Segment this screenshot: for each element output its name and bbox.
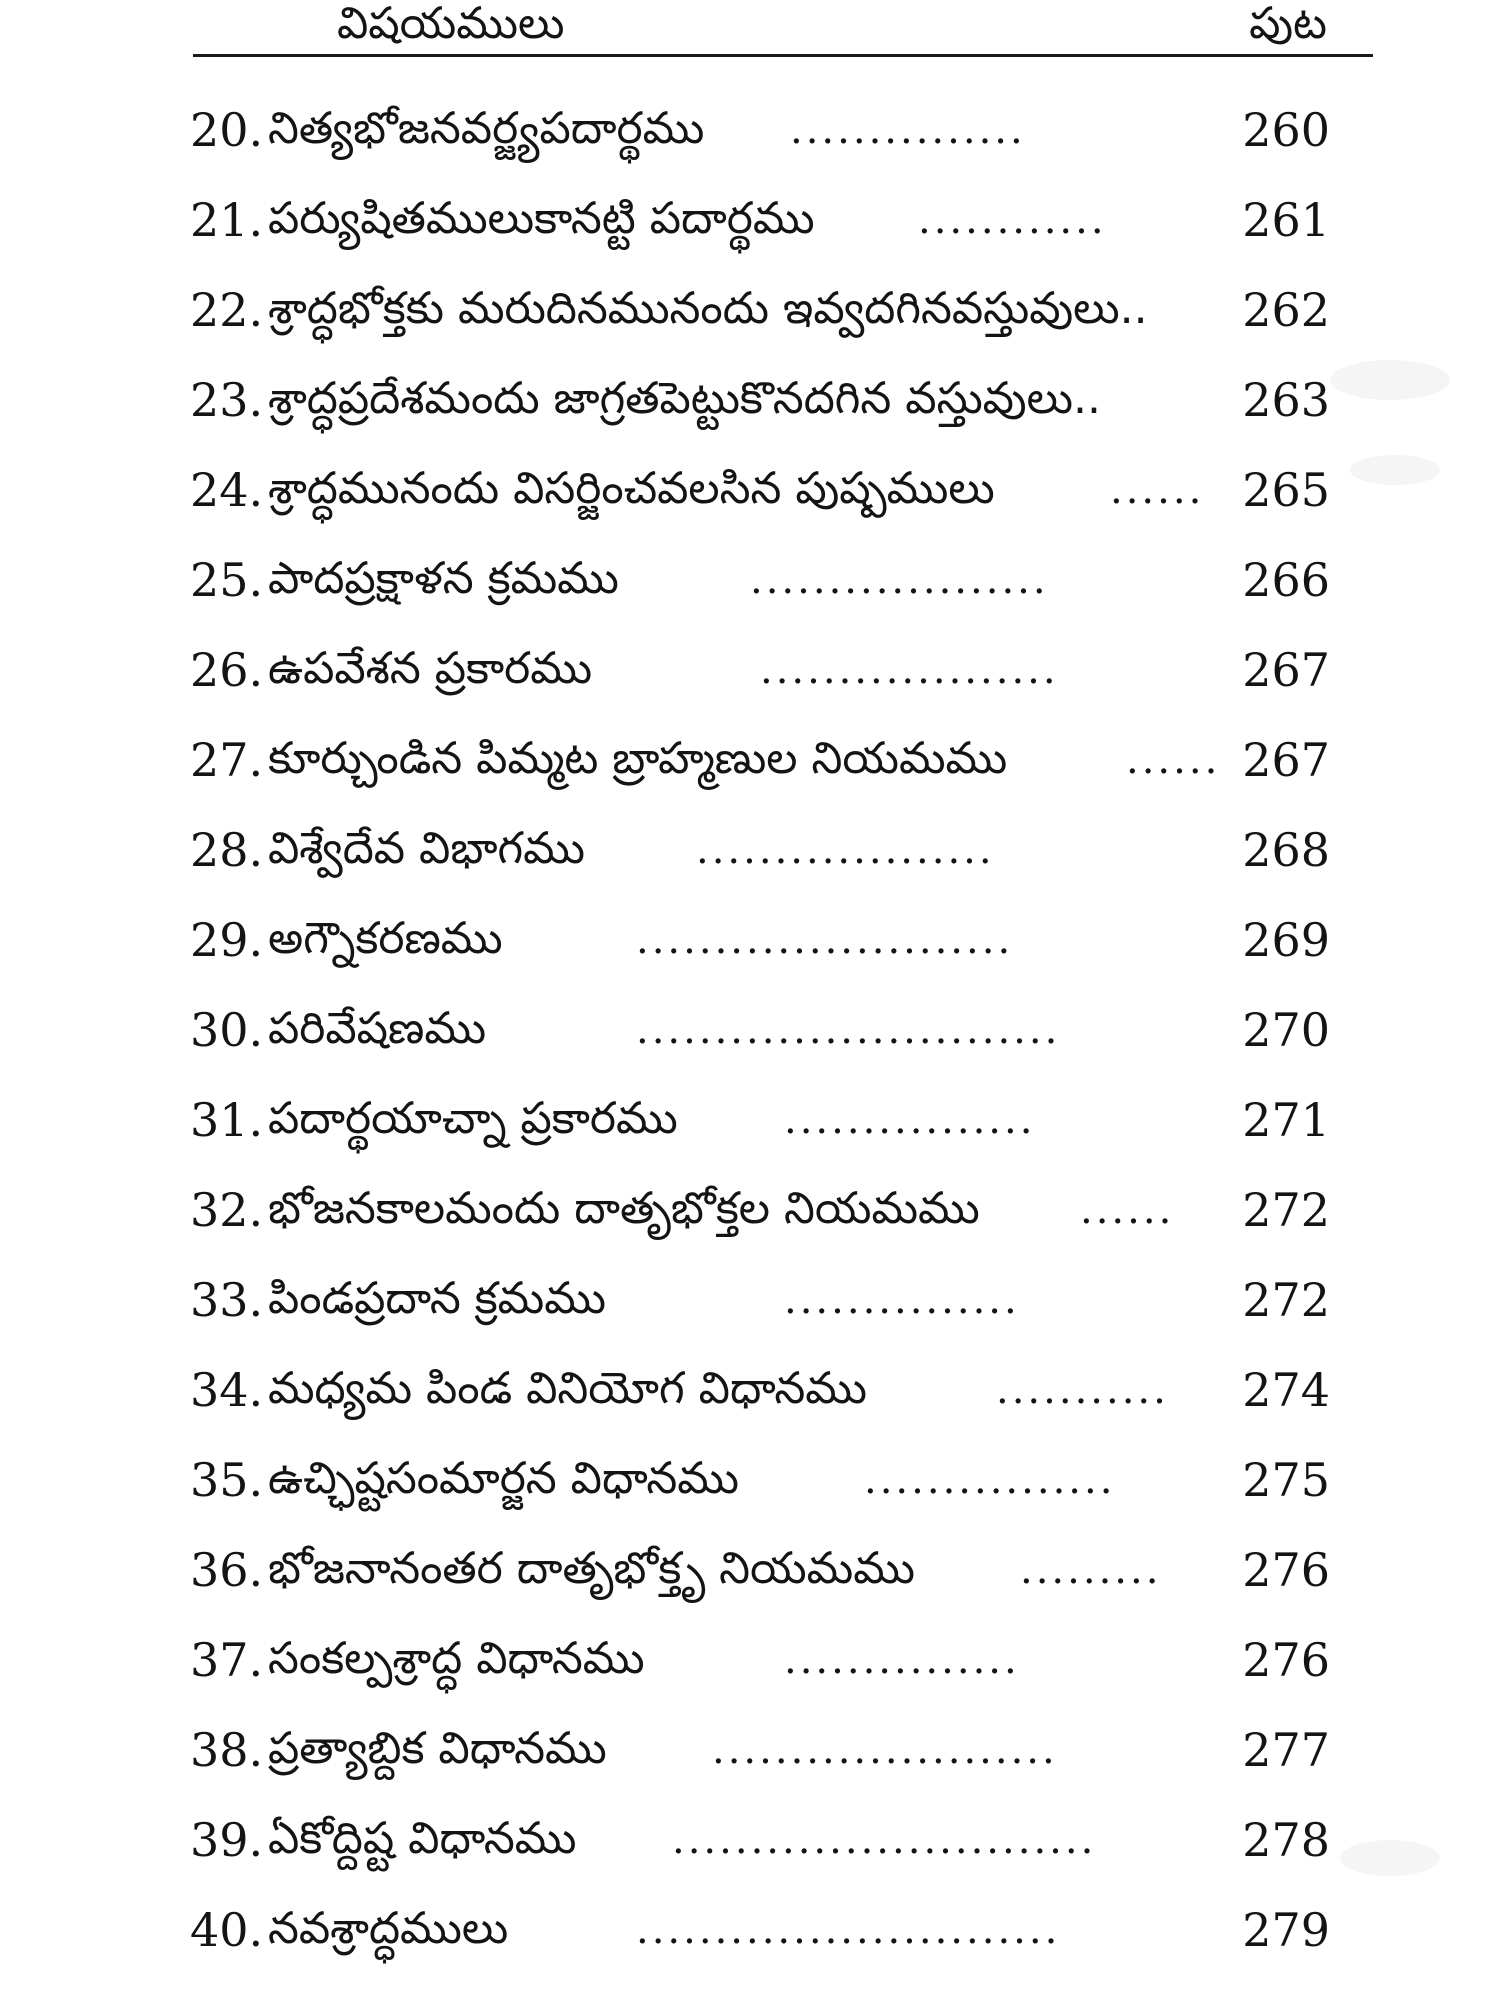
entry-number: 30. (190, 1003, 264, 1057)
entry-title: ఉచ్ఛిష్టసంమార్జన విధానము (268, 1453, 740, 1504)
subject-column-label: విషయములు (337, 0, 565, 49)
dot-leader: ........... (996, 1367, 1169, 1413)
dot-leader: ................ (864, 1457, 1116, 1503)
toc-entry (0, 628, 1500, 708)
entry-page: 267 (1242, 643, 1330, 697)
toc-entry (0, 1708, 1500, 1788)
dot-leader: ...... (1080, 1187, 1175, 1233)
entry-title: ఉపవేశన ప్రకారము (268, 643, 593, 694)
entry-page: 272 (1242, 1273, 1330, 1327)
entry-title: శ్రాద్ధప్రదేశమందు జాగ్రతపెట్టుకొనదగిన వస్తువులు.. (268, 373, 1101, 424)
dot-leader: ........................ (636, 917, 1014, 963)
toc-entry (0, 808, 1500, 888)
entry-number: 38. (190, 1723, 264, 1777)
entry-title: పిండప్రదాన క్రమము (268, 1273, 607, 1324)
dot-leader: ............... (790, 107, 1026, 153)
toc-entry (0, 1528, 1500, 1608)
entry-title: నిత్యభోజనవర్జ్యపదార్థము (268, 103, 705, 154)
entry-title: అగ్నౌకరణము (268, 913, 503, 964)
entry-title: నవశ్రాద్ధములు (268, 1903, 509, 1954)
entry-number: 24. (190, 463, 264, 517)
toc-entry (0, 358, 1500, 438)
entry-title: పర్యుషితములుకానట్టి పదార్థము (268, 193, 815, 244)
dot-leader: ................... (696, 827, 995, 873)
toc-entry (0, 178, 1500, 258)
entry-number: 20. (190, 103, 264, 157)
entry-page: 266 (1242, 553, 1330, 607)
toc-entry (0, 988, 1500, 1068)
entry-page: 272 (1242, 1183, 1330, 1237)
entry-number: 25. (190, 553, 264, 607)
entry-page: 269 (1242, 913, 1330, 967)
entry-page: 265 (1242, 463, 1330, 517)
dot-leader: ............... (784, 1637, 1020, 1683)
entry-number: 33. (190, 1273, 264, 1327)
entry-number: 40. (190, 1903, 264, 1957)
entry-number: 22. (190, 283, 264, 337)
entry-title: శ్రాద్ధభోక్తకు మరుదినమునందు ఇవ్వదగినవస్తువులు.. (268, 283, 1148, 334)
entry-title: కూర్చుండిన పిమ్మట బ్రాహ్మణుల నియమము (268, 733, 1008, 784)
entry-page: 268 (1242, 823, 1330, 877)
entry-number: 35. (190, 1453, 264, 1507)
dot-leader: ................... (760, 647, 1059, 693)
entry-page: 261 (1242, 193, 1330, 247)
dot-leader: ............ (918, 197, 1107, 243)
dot-leader: ........................... (636, 1007, 1061, 1053)
toc-entry (0, 718, 1500, 798)
entry-page: 276 (1242, 1543, 1330, 1597)
dot-leader: ........................... (672, 1817, 1097, 1863)
entry-number: 27. (190, 733, 264, 787)
entry-page: 276 (1242, 1633, 1330, 1687)
entry-title: పదార్థయాచ్నా ప్రకారము (268, 1093, 678, 1144)
toc-entry (0, 1168, 1500, 1248)
toc-entry (0, 448, 1500, 528)
entry-page: 279 (1242, 1903, 1330, 1957)
entry-number: 39. (190, 1813, 264, 1867)
entry-title: భోజనానంతర దాతృభోక్తృ నియమము (268, 1543, 915, 1594)
entry-title: మధ్యమ పిండ వినియోగ విధానము (268, 1363, 867, 1414)
dot-leader: ...... (1110, 467, 1205, 513)
entry-page: 278 (1242, 1813, 1330, 1867)
entry-title: ప్రత్యాబ్దిక విధానము (268, 1723, 607, 1774)
page-column-label: పుట (1249, 0, 1327, 49)
entry-page: 270 (1242, 1003, 1330, 1057)
entry-number: 23. (190, 373, 264, 427)
entry-number: 29. (190, 913, 264, 967)
toc-entry (0, 1888, 1500, 1968)
dot-leader: ...... (1126, 737, 1221, 783)
entry-title: భోజనకాలమందు దాతృభోక్తల నియమము (268, 1183, 980, 1234)
entry-number: 34. (190, 1363, 264, 1417)
toc-entry (0, 1618, 1500, 1698)
entry-number: 36. (190, 1543, 264, 1597)
entry-number: 21. (190, 193, 264, 247)
entry-title: పరివేషణము (268, 1003, 487, 1054)
entry-title: శ్రాద్ధమునందు విసర్జించవలసిన పుష్పములు (268, 463, 995, 514)
entry-number: 26. (190, 643, 264, 697)
entry-title: ఏకోద్దిష్ట విధానము (268, 1813, 577, 1864)
toc-entry (0, 1258, 1500, 1338)
entry-title: పాదప్రక్షాళన క్రమము (268, 553, 619, 604)
entry-page: 260 (1242, 103, 1330, 157)
toc-entry (0, 1348, 1500, 1428)
dot-leader: ................ (784, 1097, 1036, 1143)
toc-entry (0, 268, 1500, 348)
entry-title: సంకల్పశ్రాద్ధ విధానము (268, 1633, 645, 1684)
entry-number: 32. (190, 1183, 264, 1237)
scan-smudge (1340, 1840, 1440, 1876)
entry-number: 37. (190, 1633, 264, 1687)
dot-leader: ...................... (712, 1727, 1058, 1773)
entry-page: 274 (1242, 1363, 1330, 1417)
entry-title: విశ్వేదేవ విభాగము (268, 823, 585, 874)
entry-page: 267 (1242, 733, 1330, 787)
toc-entry (0, 1438, 1500, 1518)
entry-number: 28. (190, 823, 264, 877)
toc-entry (0, 88, 1500, 168)
toc-entry (0, 1798, 1500, 1878)
entry-page: 277 (1242, 1723, 1330, 1777)
dot-leader: ................... (750, 557, 1049, 603)
entry-number: 31. (190, 1093, 264, 1147)
scan-smudge (1330, 360, 1450, 400)
toc-entry (0, 898, 1500, 978)
dot-leader: ......... (1020, 1547, 1162, 1593)
entry-page: 271 (1242, 1093, 1330, 1147)
dot-leader: ........................... (636, 1907, 1061, 1953)
toc-entry (0, 1078, 1500, 1158)
toc-entry (0, 538, 1500, 618)
entry-page: 262 (1242, 283, 1330, 337)
scan-smudge (1350, 455, 1440, 485)
dot-leader: ............... (784, 1277, 1020, 1323)
entry-page: 275 (1242, 1453, 1330, 1507)
entry-page: 263 (1242, 373, 1330, 427)
